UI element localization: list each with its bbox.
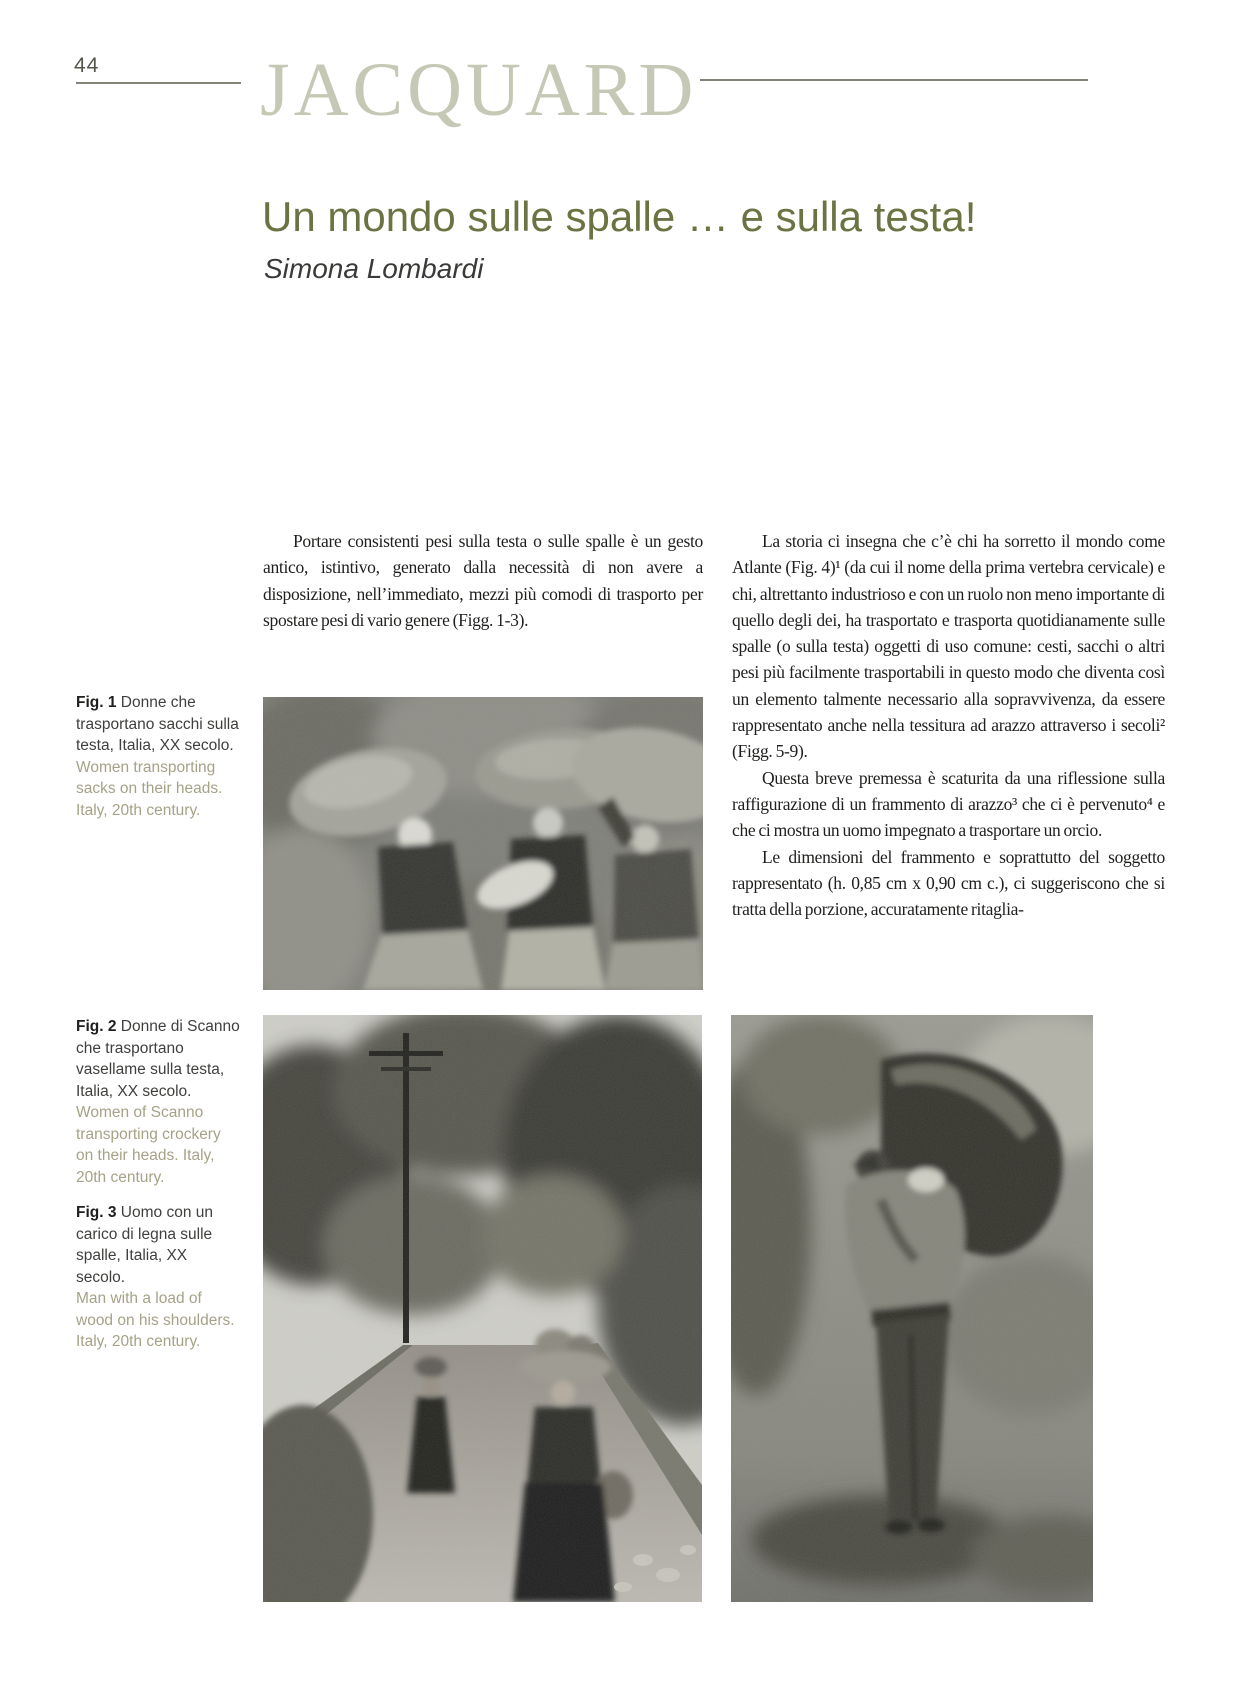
header-rule-left — [76, 82, 241, 84]
figure-2-photo — [263, 1015, 702, 1602]
figure-3-caption-it-text: Uomo con un carico di legna sulle spalle, Italia, XX secolo. — [76, 1204, 213, 1286]
figure-3-caption — [76, 1202, 240, 1353]
figure-1-caption — [76, 692, 240, 821]
figure-2-label: Fig. 2 — [76, 1018, 117, 1035]
page-number: 44 — [74, 54, 100, 77]
figure-1-photo — [263, 697, 703, 990]
figure-1-caption-it-text: Donne che trasportano sacchi sulla testa, Italia, XX secolo. — [76, 694, 239, 754]
body-left-column — [263, 528, 703, 633]
right-column-paragraph-1: La storia ci insegna che c’è chi ha sorretto il mondo come Atlante (Fig. 4)¹ (da cui il nome della prima vertebra cervicale) e chi, altrettanto industrioso e con un ruolo non meno importante di quello degli dei, ha trasportato e trasporta quotidianamente sulle spalle (o sulla testa) oggetti di uso comune: cesti, sacchi o altri pesi più facilmente trasportabili in questo modo che diventa così un elemento talmente necessario alla sopravvivenza, da essere rappresentato anche nella tessitura ad arazzo attraverso i secoli² (Figg. 5-9). — [732, 531, 1165, 762]
right-column-paragraph-2: Questa breve premessa è scaturita da una riflessione sulla raffigurazione di un frammento di arazzo³ che ci è pervenuto⁴ e che ci mostra un uomo impegnato a trasportare un orcio. — [732, 767, 1165, 841]
figure-1-label: Fig. 1 — [76, 694, 117, 711]
figure-3-caption-italian — [76, 1202, 240, 1288]
photo-women-road-illustration — [263, 1015, 702, 1602]
figure-2-caption-english: Women of Scanno transporting crockery on their heads. Italy, 20th century. — [76, 1104, 221, 1186]
article-title: Un mondo sulle spalle … e sulla testa! — [262, 193, 977, 240]
masthead-logo: JACQUARD — [260, 48, 698, 132]
body-right-column — [732, 528, 1165, 922]
article-author: Simona Lombardi — [264, 253, 484, 284]
photo-women-sacks-illustration — [263, 697, 703, 990]
figure-2-caption-italian — [76, 1016, 240, 1102]
figure-2-caption-it-text: Donne di Scanno che trasportano vasellame sulla testa, Italia, XX secolo. — [76, 1018, 240, 1100]
figure-1-caption-italian — [76, 692, 240, 757]
figure-2-caption — [76, 1016, 240, 1188]
figure-1-caption-english: Women transporting sacks on their heads. Italy, 20th century. — [76, 758, 223, 819]
figure-3-label: Fig. 3 — [76, 1204, 117, 1221]
right-column-paragraph-3: Le dimensioni del frammento e soprattutto del soggetto rappresentato (h. 0,85 cm x 0,90 cm c.), ci suggeriscono che si tratta della porzione, accuratamente ritaglia- — [732, 846, 1165, 920]
header-rule-right — [700, 79, 1088, 81]
left-column-paragraph-1: Portare consistenti pesi sulla testa o sulle spalle è un gesto antico, istintivo, generato dalla necessità di non avere a disposizione, nell’immediato, mezzi più comodi di trasporto per spostare pesi di vario genere (Figg. 1-3). — [263, 531, 703, 630]
photo-man-load-illustration — [731, 1015, 1093, 1602]
figure-3-caption-english: Man with a load of wood on his shoulders. Italy, 20th century. — [76, 1290, 235, 1350]
figure-3-photo — [731, 1015, 1093, 1602]
